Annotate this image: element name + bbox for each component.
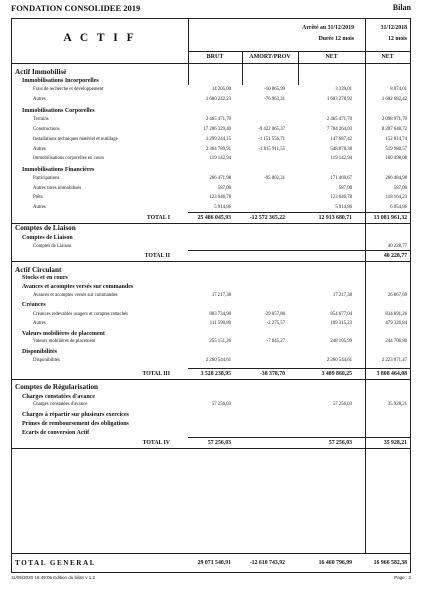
row-label: Terrains <box>33 117 49 122</box>
footer-page: Page : 2 <box>394 575 411 580</box>
row-label: TOTAL II <box>144 253 170 259</box>
value-brut: 57 256,03 <box>211 402 231 407</box>
value-net-previous: 587,00 <box>393 186 407 191</box>
row-label: Autres <box>33 147 46 152</box>
value-brut: 2 465 471,70 <box>205 117 231 122</box>
value-net: 248 105,99 <box>330 339 352 344</box>
value-net: 12 913 680,71 <box>318 215 352 221</box>
row-label: Avances et acomptes versés sur commandes <box>22 284 134 290</box>
row-label: Créances <box>22 302 46 308</box>
value-brut: 57 256,03 <box>207 440 231 446</box>
value-brut: 17 206 329,40 <box>203 127 231 132</box>
line-item-row <box>12 115 410 125</box>
value-net-previous: 244 706,80 <box>385 339 407 344</box>
value-net-previous: 1 602 682,42 <box>381 97 407 102</box>
column-header-net-previous: NET <box>381 54 394 60</box>
total-row <box>12 438 410 448</box>
grand-total-amort: -12 610 743,92 <box>249 560 285 566</box>
row-label: Autres titres immobilisés <box>33 186 82 191</box>
grand-total-prev: 16 966 582,38 <box>373 560 407 566</box>
row-label: Charges à répartir sur plusieurs exercices <box>22 412 129 418</box>
value-brut: 123 646,78 <box>209 195 231 200</box>
value-net: 57 256,03 <box>332 402 352 407</box>
period-current: Arrêté au 31/12/2019 <box>302 25 354 31</box>
total-row <box>12 213 410 223</box>
value-net-previous: 152 814,74 <box>385 137 407 142</box>
value-amort: -10 865,99 <box>264 87 285 92</box>
value-amort: -38 378,70 <box>259 371 285 377</box>
row-label: Disponibilités <box>22 349 58 355</box>
line-item-row <box>12 337 410 347</box>
line-item-row <box>12 85 410 95</box>
balance-sheet <box>11 18 411 573</box>
value-net-previous: 100 498,08 <box>385 156 407 161</box>
total-separator <box>12 448 410 449</box>
row-label: Comptes de Liaison <box>15 224 76 232</box>
value-net: 2 260 544,61 <box>326 358 352 363</box>
value-net: 3 339,01 <box>335 87 352 92</box>
total-separator <box>188 250 410 251</box>
value-brut: 587,00 <box>217 186 231 191</box>
row-label: Stocks et en cours <box>22 275 68 281</box>
value-net-previous: 40 228,77 <box>383 253 407 259</box>
value-amort: -29 057,86 <box>264 312 285 317</box>
value-net: 147 687,42 <box>330 137 352 142</box>
row-label: Prêts <box>33 195 43 200</box>
duration-previous: 12 mois <box>388 36 407 42</box>
value-brut: 266 471,98 <box>209 176 231 181</box>
section-heading-row <box>12 223 410 233</box>
row-label: Primes de remboursement des obligations <box>22 421 129 427</box>
value-net-previous: 8 207 648,72 <box>381 127 407 132</box>
total-row <box>12 251 410 261</box>
document-title: FONDATION CONSOLIDEE 2019 <box>11 3 141 13</box>
row-label: Comptes de Liaison <box>22 235 73 241</box>
period-previous: 31/12/2018 <box>380 25 407 31</box>
value-net-previous: 26 667,69 <box>387 293 407 298</box>
section-heading-row <box>12 382 410 392</box>
value-brut: 1 299 244,15 <box>205 137 231 142</box>
value-net: 1 603 278,92 <box>326 97 352 102</box>
row-label: Autres <box>33 205 46 210</box>
row-label: Avances et acomptes versés sur commandes <box>33 293 118 298</box>
value-net: 119 142,94 <box>330 156 352 161</box>
total-separator <box>12 379 410 380</box>
total-separator <box>12 261 410 262</box>
value-net: 5 914,86 <box>335 205 352 210</box>
row-label: TOTAL IV <box>142 440 170 446</box>
value-net: 854 677,04 <box>330 312 352 317</box>
value-amort: -1 151 556,71 <box>258 137 285 142</box>
line-item-row <box>12 319 410 329</box>
row-label: Comptes de Liaison <box>33 244 72 249</box>
row-label: Actif Immobilisé <box>15 68 67 76</box>
value-net-previous: 118 164,23 <box>385 195 407 200</box>
grand-total-net: 16 460 796,99 <box>318 560 352 566</box>
value-brut: 883 734,90 <box>209 312 231 317</box>
value-net-previous: 479 326,84 <box>385 321 407 326</box>
row-label: TOTAL I <box>146 215 170 221</box>
value-brut: 17 217,38 <box>211 293 231 298</box>
value-amort: -9 422 065,37 <box>258 127 285 132</box>
value-brut: 119 142,94 <box>209 156 231 161</box>
value-net: 2 465 471,70 <box>326 117 352 122</box>
section-heading-row <box>12 300 410 310</box>
value-amort: -12 572 365,22 <box>249 215 285 221</box>
value-net-previous: 2 098 971,70 <box>381 117 407 122</box>
line-item-row <box>12 174 410 184</box>
column-header-amort: AMORT/PROV <box>249 54 291 60</box>
value-net-previous: 519 980,57 <box>385 147 407 152</box>
row-label: Autres <box>33 97 46 102</box>
document-type: Bilan <box>392 3 411 12</box>
value-amort: -2 275,57 <box>266 321 285 326</box>
value-brut: 111 590,80 <box>209 321 231 326</box>
footer-timestamp: 11/05/2020 16:49:06 Edition du bilan v 1.2 <box>11 575 95 580</box>
line-item-row <box>12 125 410 135</box>
value-brut: 1 680 242,23 <box>205 97 231 102</box>
value-net: 548 878,38 <box>330 147 352 152</box>
row-label: Immobilisations corporelles en cours <box>33 156 105 161</box>
row-label: Valeurs mobilières de placement <box>22 331 105 337</box>
grand-total-label: TOTAL GENERAL <box>15 559 96 567</box>
value-net: 171 469,67 <box>330 176 352 181</box>
value-net-previous: 3 808 464,08 <box>376 371 407 377</box>
row-label: Ecarts de conversion Actif <box>22 430 90 436</box>
value-net: 57 256,03 <box>328 440 352 446</box>
row-label: Créances redevables usagers et comptes rattachés <box>33 312 128 317</box>
value-amort: -76 963,31 <box>264 97 285 102</box>
row-label: Comptes de Régularisation <box>15 383 99 391</box>
total-row <box>12 369 410 379</box>
value-amort: -1 815 911,55 <box>258 147 285 152</box>
row-label: Frais de recherche et développement <box>33 87 104 92</box>
value-net-previous: 40 228,77 <box>387 244 407 249</box>
grand-total-row <box>12 557 410 569</box>
line-item-row <box>12 154 410 164</box>
row-label: Charges constatées d'avance <box>33 402 88 407</box>
value-brut: 2 364 789,91 <box>205 147 231 152</box>
row-label: TOTAL III <box>142 371 170 377</box>
value-net-previous: 13 081 961,32 <box>373 215 407 221</box>
grand-total-brut: 29 071 540,91 <box>197 560 231 566</box>
row-label: Immobilisations Incorporelles <box>22 78 99 84</box>
column-header-net: NET <box>325 54 338 60</box>
line-item-row <box>12 356 410 366</box>
row-label: Immobilisations Financières <box>22 167 95 173</box>
row-label: Participations <box>33 176 60 181</box>
value-brut: 255 151,26 <box>209 339 231 344</box>
value-brut: 14 205,00 <box>211 87 231 92</box>
line-item-row <box>12 95 410 105</box>
line-item-row <box>12 400 410 410</box>
value-net-previous: 266 484,98 <box>385 176 407 181</box>
line-item-row <box>12 135 410 145</box>
duration-current: Durée 12 mois <box>318 36 354 42</box>
row-label: Valeurs mobilières de placement <box>33 339 96 344</box>
value-net-previous: 8 074,01 <box>390 87 407 92</box>
value-net-previous: 35 928,21 <box>387 402 407 407</box>
row-label: Actif Circulant <box>15 266 62 274</box>
value-net-previous: 834 691,26 <box>385 312 407 317</box>
value-net-previous: 2 223 071,47 <box>381 358 407 363</box>
value-net: 17 217,38 <box>332 293 352 298</box>
value-net-previous: 35 928,21 <box>383 440 407 446</box>
value-net: 587,00 <box>338 186 352 191</box>
row-label: Disponibilités <box>33 358 60 363</box>
value-amort: -7 045,27 <box>266 339 285 344</box>
value-amort: -95 002,31 <box>264 176 285 181</box>
row-label: Constructions <box>33 127 60 132</box>
value-net: 7 784 264,03 <box>326 127 352 132</box>
value-net: 3 489 860,25 <box>321 371 352 377</box>
line-item-row <box>12 193 410 203</box>
value-brut: 25 486 045,93 <box>197 215 231 221</box>
value-net-previous: 6 054,86 <box>390 205 407 210</box>
column-header-brut: BRUT <box>206 54 224 60</box>
value-net: 123 646,78 <box>330 195 352 200</box>
value-brut: 2 260 544,61 <box>205 358 231 363</box>
value-brut: 3 528 238,95 <box>200 371 231 377</box>
value-brut: 5 914,86 <box>214 205 231 210</box>
row-label: Installations techniques matériel et outillage <box>33 137 118 142</box>
actif-heading: A C T I F <box>63 32 137 44</box>
row-label: Autres <box>33 321 46 326</box>
row-label: Immobilisations Corporelles <box>22 108 95 114</box>
row-label: Charges constatées d'avance <box>22 394 95 400</box>
value-net: 109 315,23 <box>330 321 352 326</box>
